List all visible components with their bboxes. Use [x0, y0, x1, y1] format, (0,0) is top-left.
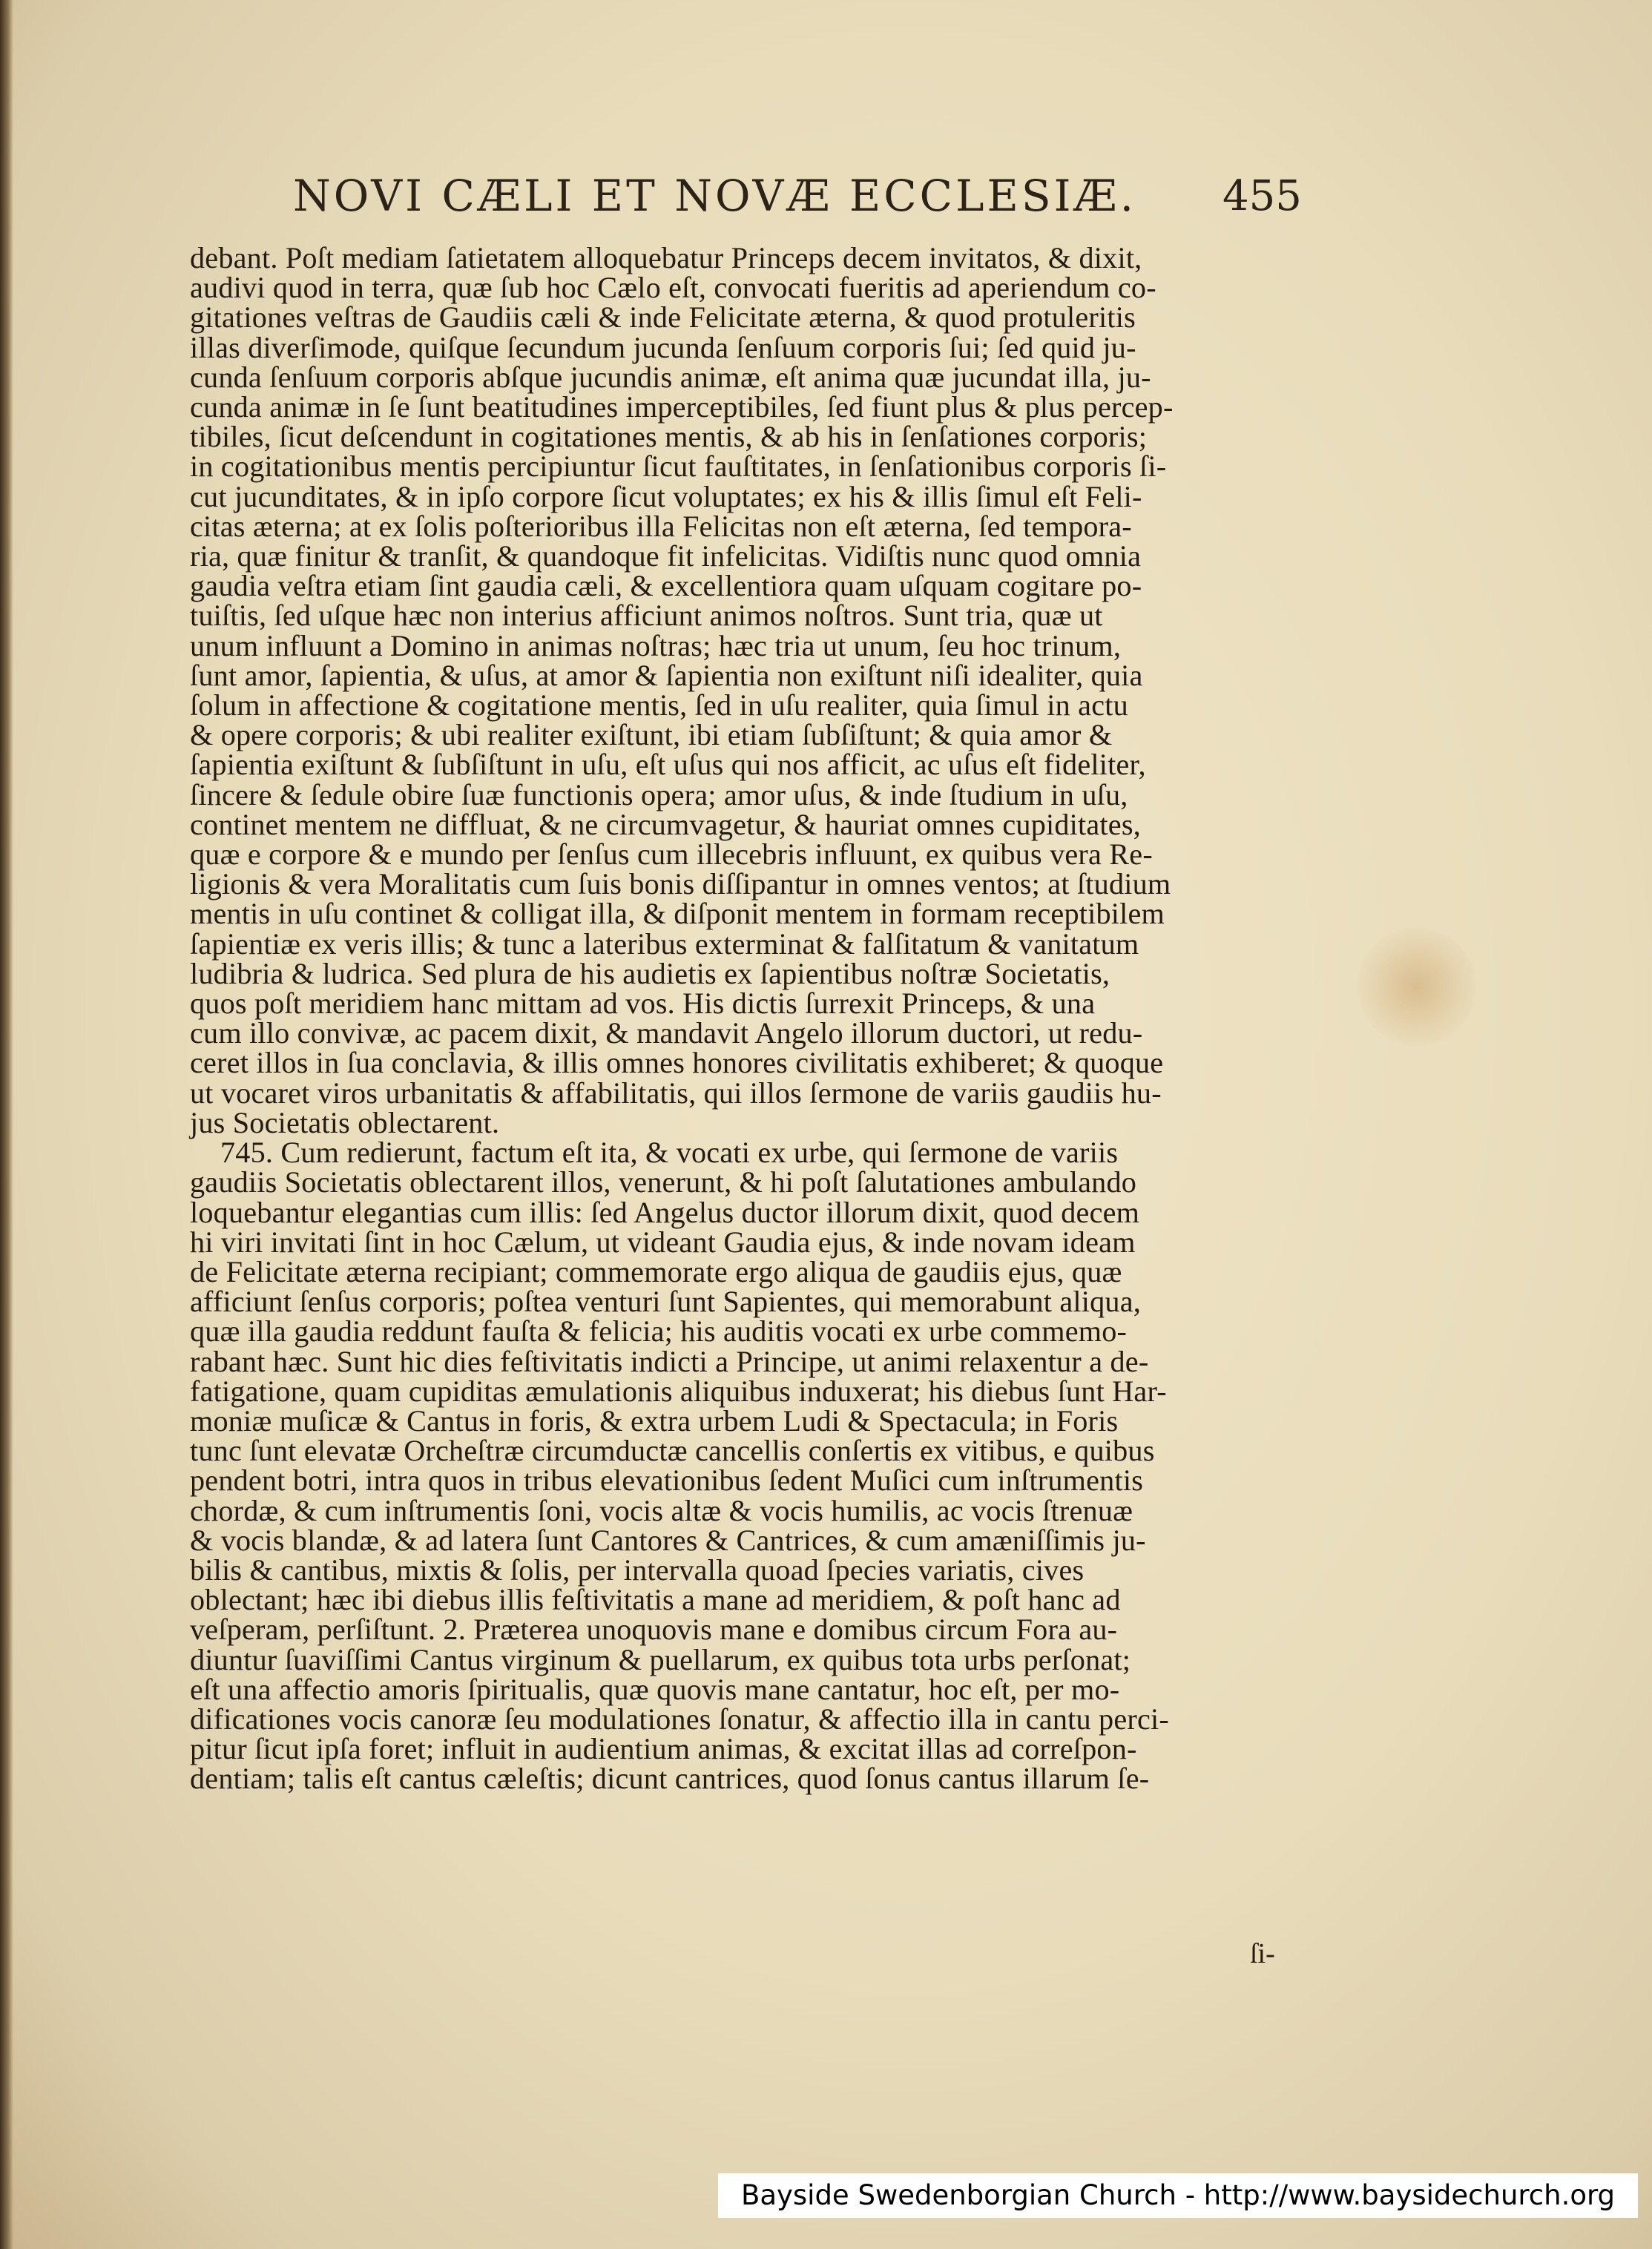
page-edge	[0, 0, 13, 2249]
footer-credit: Bayside Swedenborgian Church - http://www.baysidechurch.org	[718, 2173, 1638, 2218]
page-number: 455	[1222, 172, 1302, 220]
paper-stain	[1358, 927, 1476, 1046]
catchword: ſi-	[1250, 1938, 1275, 1969]
running-head: NOVI CÆLI ET NOVÆ ECCLESIÆ.	[293, 171, 1137, 221]
body-text: debant. Poſt mediam ſatietatem alloquebatur Princeps decem invitatos, & dixit, audivi quod in terra, quæ ſub hoc Cælo eſt, convocati fueritis ad aperiendum co- gitationes veſtras de Gaudiis cæli & inde Felicitate æterna, & quod protuleritis illas diverſimode, quiſque ſecundum jucunda ſenſuum corporis ſui; ſed quid ju- cunda ſenſuum corporis abſque jucundis animæ, eſt anima quæ jucundat illa, ju- cunda animæ in ſe ſunt beatitudines imperceptibiles, ſed fiunt plus & plus percep- tibiles, ſicut deſcendunt in cogitationes mentis, & ab his in ſenſationes corporis; in cogitationibus mentis percipiuntur ſicut fauſtitates, in ſenſationibus corporis ſi- cut jucunditates, & in ipſo corpore ſicut voluptates; ex his & illis ſimul eſt Feli- citas æterna; at ex ſolis poſterioribus illa Felicitas non eſt æterna, ſed tempora- ria, quæ finitur & tranſit, & quandoque fit infelicitas. Vidiſtis nunc quod omnia gaudia veſtra etiam ſint gaudia cæli, & excellentiora quam uſquam cogitare po- tuiſtis, ſed uſque hæc non interius afficiunt animos noſtros. Sunt tria, quæ ut unum influunt a Domino in animas noſtras; hæc tria ut unum, ſeu hoc trinum, ſunt amor, ſapientia, & uſus, at amor & ſapientia non exiſtunt niſi idealiter, quia ſolum in affectione & cogitatione mentis, ſed in uſu realiter, quia ſimul in actu & opere corporis; & ubi realiter exiſtunt, ibi etiam ſubſiſtunt; & quia amor & ſapientia exiſtunt & ſubſiſtunt in uſu, eſt uſus qui nos afficit, ac uſus eſt fideliter, ſincere & ſedule obire ſuæ functionis opera; amor uſus, & inde ſtudium in uſu, continet mentem ne diffluat, & ne circumvagetur, & hauriat omnes cupiditates, quæ e corpore & e mundo per ſenſus cum illecebris influunt, ex quibus vera Re- ligionis & vera Moralitatis cum ſuis bonis diſſipantur in omnes ventos; at ſtudium mentis in uſu continet & colligat illa, & diſponit mentem in formam receptibilem ſapientiæ ex veris illis; & tunc a lateribus exterminat & falſitatum & vanitatum ludibria & ludrica. Sed plura de his audietis ex ſapientibus noſtræ Societatis, quos poſt meridiem hanc mittam ad vos. His dictis ſurrexit Princeps, & una cum illo convivæ, ac pacem dixit, & mandavit Angelo illorum ductori, ut redu- ceret illos in ſua conclavia, & illis omnes honores civilitatis exhiberet; & quoque ut vocaret viros urbanitatis & affabilitatis, qui illos ſermone de variis gaudiis hu- jus Societatis oblectarent. 745. Cum redierunt, factum eſt ita, & vocati ex urbe, qui ſermone de variis gaudiis Societatis oblectarent illos, venerunt, & hi poſt ſalutationes ambulando loquebantur elegantias cum illis: ſed Angelus ductor illorum dixit, quod decem hi viri invitati ſint in hoc Cælum, ut videant Gaudia ejus, & inde novam ideam de Felicitate æterna recipiant; commemorate ergo aliqua de gaudiis ejus, quæ afficiunt ſenſus corporis; poſtea venturi ſunt Sapientes, qui memorabunt aliqua, quæ illa gaudia reddunt fauſta & felicia; his auditis vocati ex urbe commemo- rabant hæc. Sunt hic dies feſtivitatis indicti a Principe, ut animi relaxentur a de- fatigatione, quam cupiditas æmulationis aliquibus induxerat; his diebus ſunt Har- moniæ muſicæ & Cantus in foris, & extra urbem Ludi & Spectacula; in Foris tunc ſunt elevatæ Orcheſtræ circumductæ cancellis conſertis ex vitibus, e quibus pendent botri, intra quos in tribus elevationibus ſedent Muſici cum inſtrumentis chordæ, & cum inſtrumentis ſoni, vocis altæ & vocis humilis, ac vocis ſtrenuæ & vocis blandæ, & ad latera ſunt Cantores & Cantrices, & cum amæniſſimis ju- bilis & cantibus, mixtis & ſolis, per intervalla quoad ſpecies variatis, cives oblectant; hæc ibi diebus illis feſtivitatis a mane ad meridiem, & poſt hanc ad veſperam, perſiſtunt. 2. Præterea unoquovis mane e domibus circum Fora au- diuntur ſuaviſſimi Cantus virginum & puellarum, ex quibus tota urbs perſonat; eſt una affectio amoris ſpiritualis, quæ quovis mane cantatur, hoc eſt, per mo- dificationes vocis canoræ ſeu modulationes ſonatur, & affectio illa in cantu perci- pitur ſicut ipſa foret; influit in audientium animas, & excitat illas ad correſpon- dentiam; talis eſt cantus cæleſtis; dicunt cantrices, quod ſonus cantus illarum ſe-	[190, 241, 1174, 1796]
